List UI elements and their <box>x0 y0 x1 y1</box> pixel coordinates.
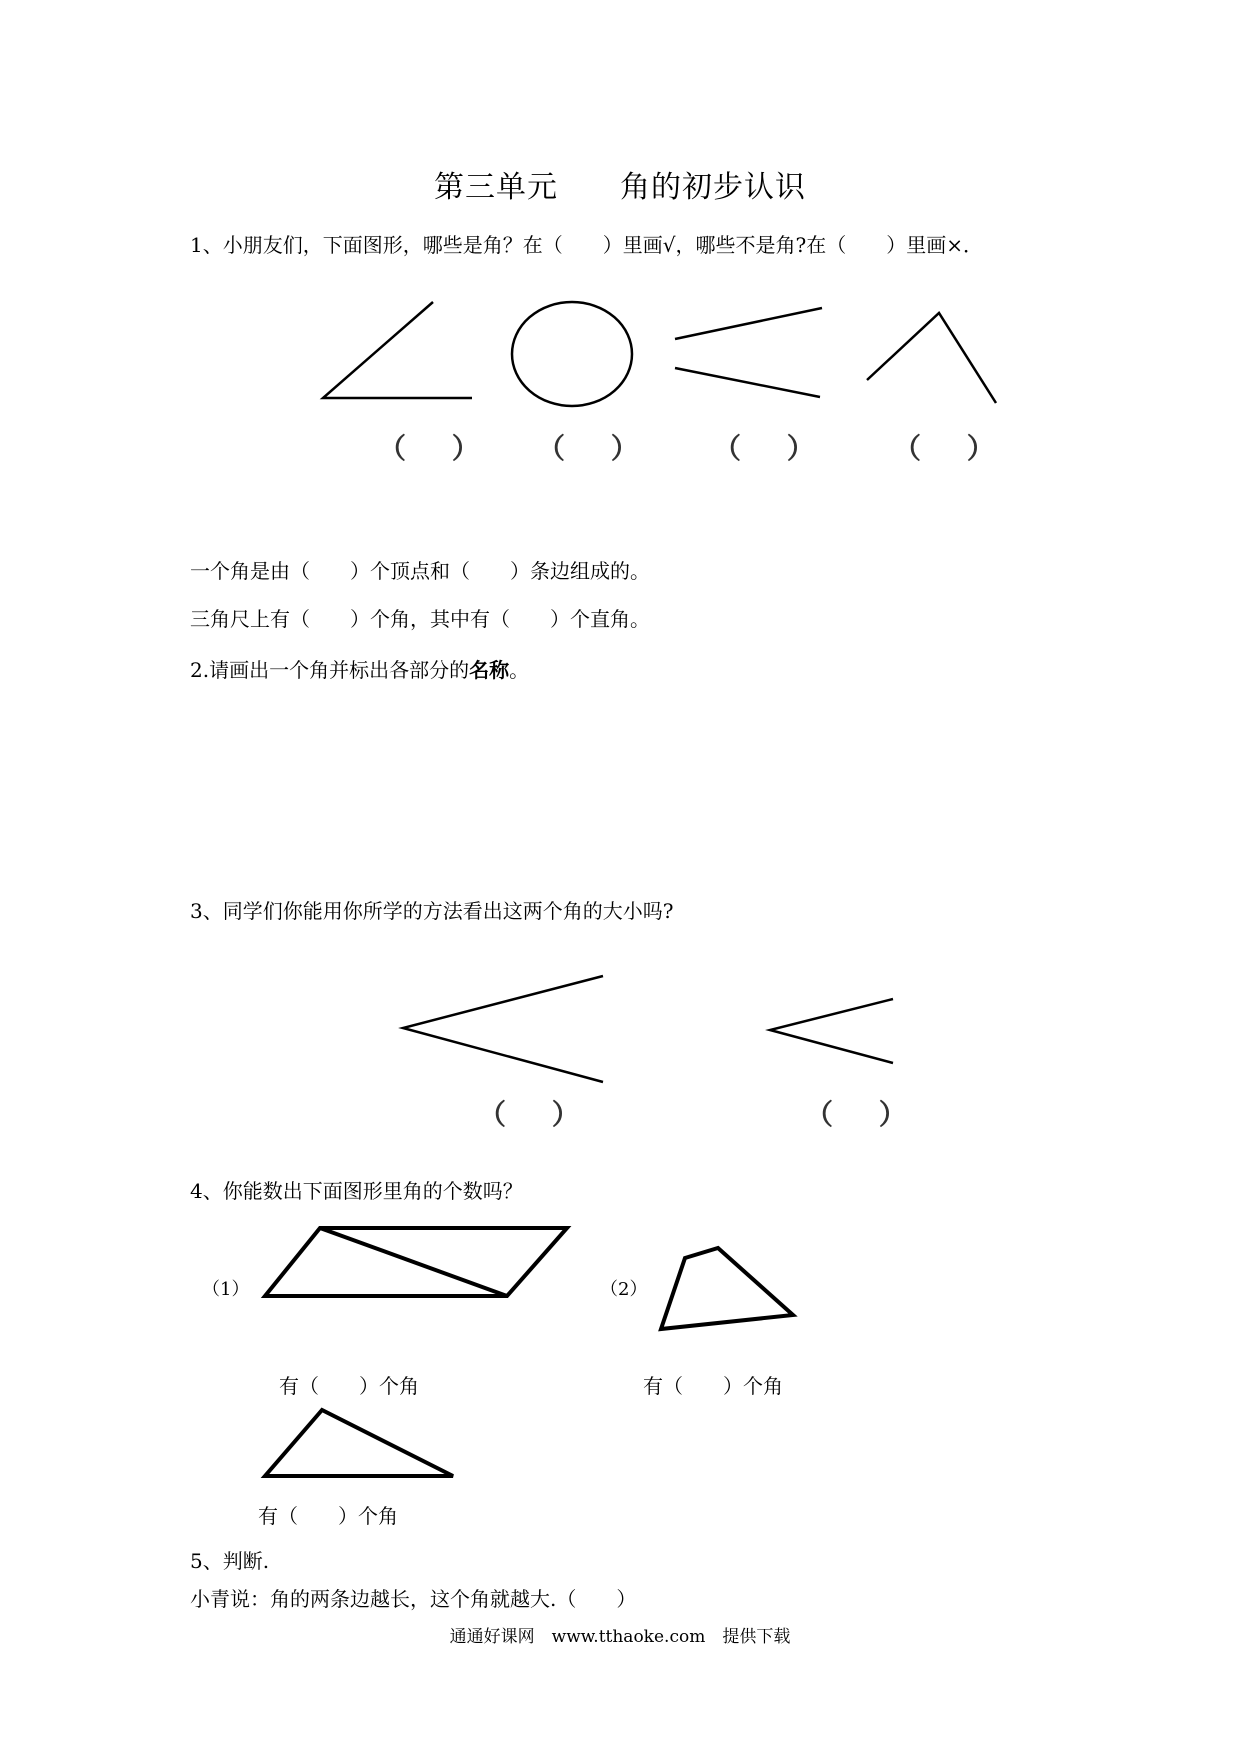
q1-fill-triangle-ruler: 三角尺上有（ ）个角，其中有（ ）个直角。 <box>190 607 650 631</box>
q1-answer-blank-4[interactable]: （ ） <box>893 432 1013 465</box>
q1-figure-open-line-top <box>675 308 822 339</box>
q1-answer-blank-1[interactable]: （ ） <box>378 432 498 465</box>
q2-prompt <box>190 654 529 683</box>
footer-credit: 通通好课网 www.tthaoke.com 提供下载 <box>449 1627 791 1647</box>
q4-figure-label-1: （1） <box>202 1279 250 1300</box>
q4-prompt: 4、你能数出下面图形里角的个数吗？ <box>190 1179 523 1203</box>
q1-answer-blank-2[interactable]: （ ） <box>537 432 657 465</box>
q2-prompt-end: 。 <box>509 658 530 682</box>
q1-fill-vertex-sides: 一个角是由（ ）个顶点和（ ）条边组成的。 <box>190 559 650 583</box>
q1-answer-blank-3[interactable]: （ ） <box>713 432 833 465</box>
q5-statement: 小青说：角的两条边越长，这个角就越大.（ ） <box>190 1587 637 1611</box>
q1-figure-angle <box>323 302 472 398</box>
q3-angle-small <box>770 999 893 1063</box>
q4-quadrilateral <box>661 1248 793 1329</box>
q1-prompt: 1、小朋友们，下面图形，哪些是角？在（ ）里画√，哪些不是角?在（ ）里画×． <box>190 233 983 257</box>
q4-parallelogram-diagonal <box>320 1228 507 1296</box>
q3-angle-large <box>403 976 603 1082</box>
q5-prompt: 5、判断. <box>190 1549 270 1573</box>
q3-answer-blank-1[interactable]: （ ） <box>478 1098 598 1131</box>
q4-triangle <box>265 1410 453 1476</box>
q2-prompt-bold: 名称 <box>469 658 510 682</box>
q4-answer-2: 有（ ）个角 <box>643 1374 783 1398</box>
q3-prompt: 3、同学们你能用你所学的方法看出这两个角的大小吗? <box>190 899 674 923</box>
q4-figure-label-2: （2） <box>600 1279 648 1300</box>
q1-figure-curved-angle <box>867 313 996 403</box>
q1-figure-circle <box>512 302 632 406</box>
q4-answer-3: 有（ ）个角 <box>258 1504 398 1528</box>
page-title: 第三单元 角的初步认识 <box>434 170 806 205</box>
q3-answer-blank-2[interactable]: （ ） <box>805 1098 925 1131</box>
q1-figure-open-line-bottom <box>675 368 820 397</box>
q2-prompt-text: 2.请画出一个角并标出各部分的 <box>190 658 470 682</box>
q4-answer-1: 有（ ）个角 <box>279 1374 419 1398</box>
